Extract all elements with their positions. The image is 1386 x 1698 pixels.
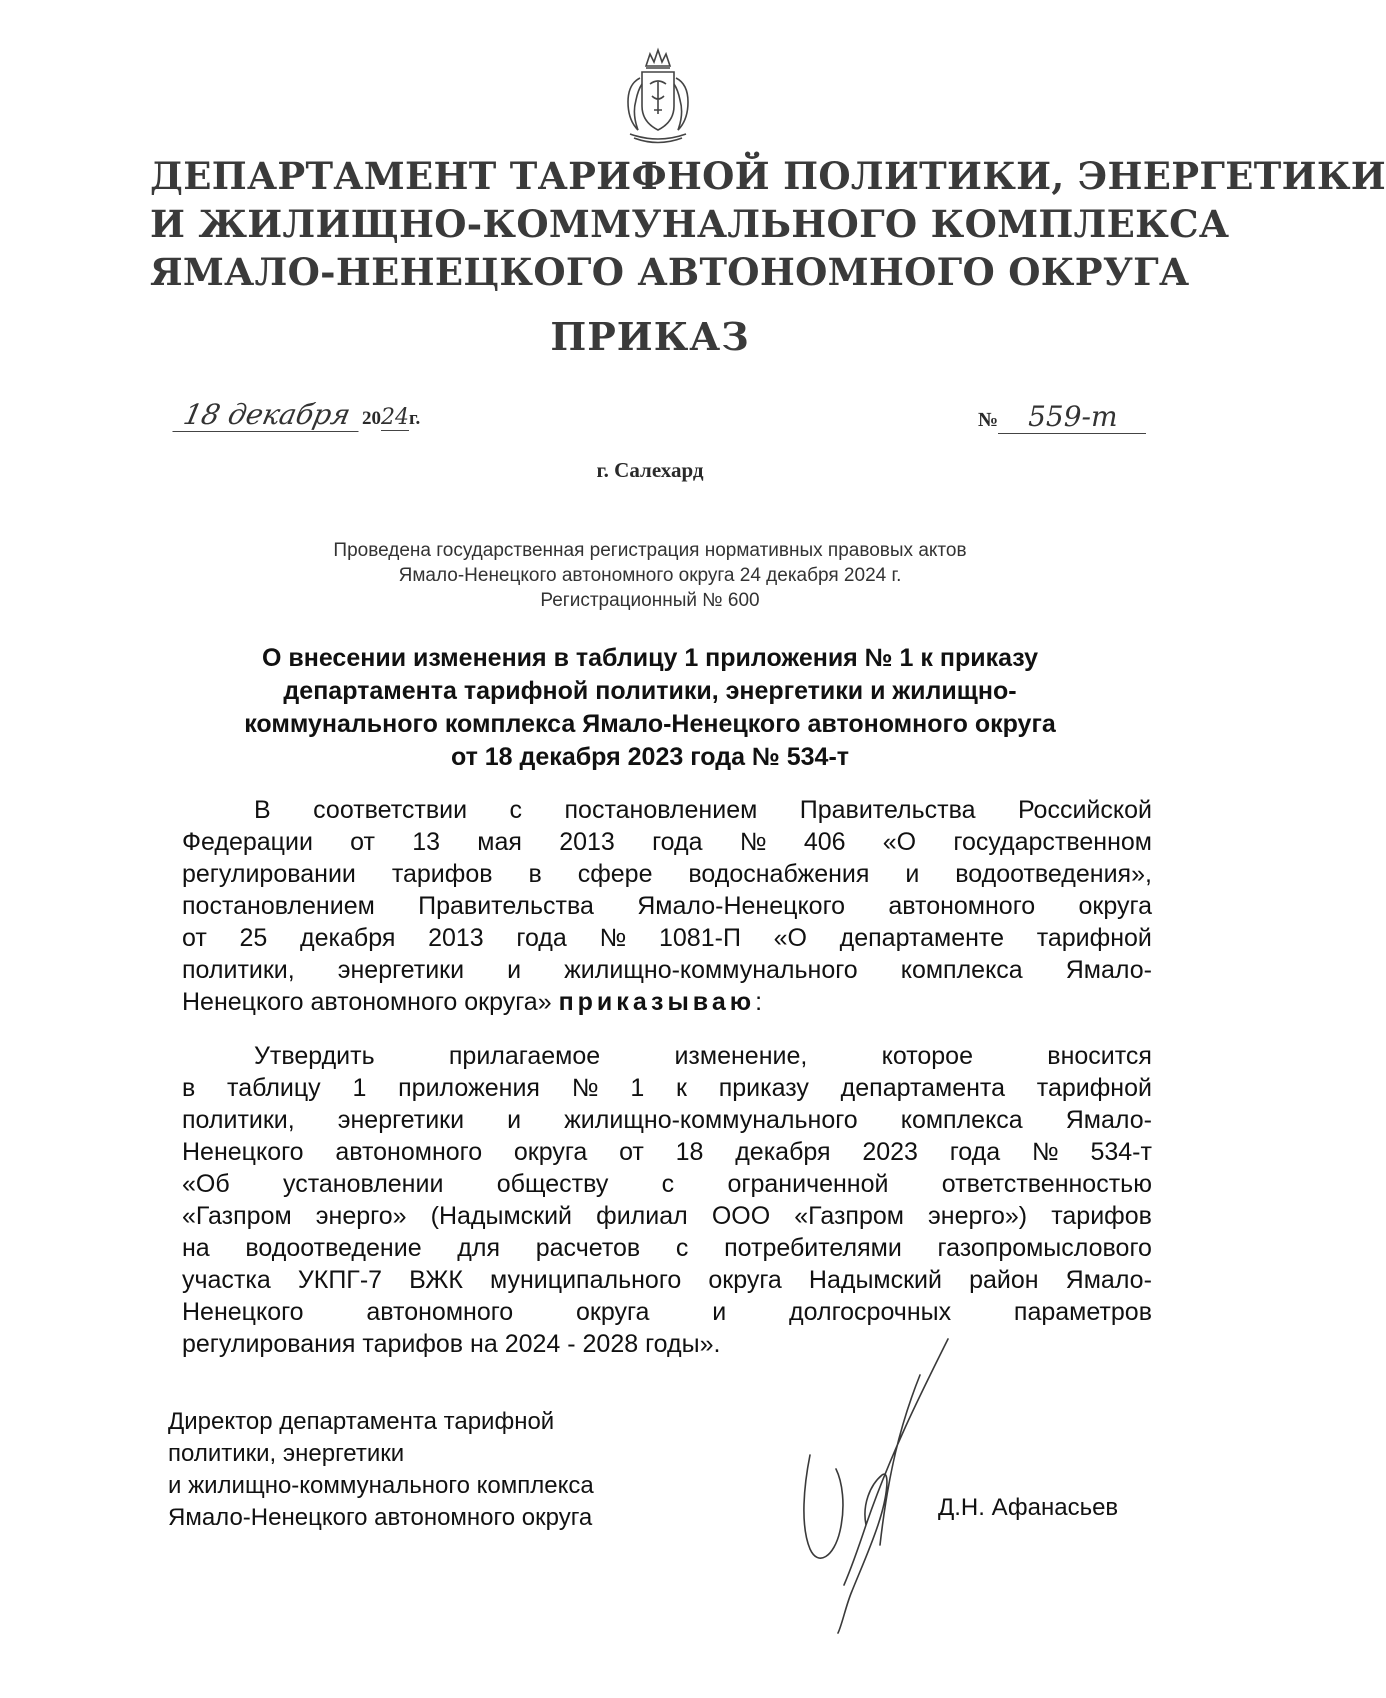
word: 1	[352, 1074, 367, 1102]
number-value: 559-т	[998, 400, 1146, 434]
word: автономного	[888, 892, 1036, 920]
document-title	[150, 642, 1150, 774]
word: от	[619, 1138, 644, 1166]
preamble-line	[182, 794, 1152, 826]
preamble-line	[182, 858, 1152, 890]
word: тарифов	[1051, 1202, 1152, 1230]
word: округа	[1078, 892, 1152, 920]
word: тарифов	[391, 860, 493, 888]
word: таблицу	[227, 1074, 321, 1102]
word: к	[676, 1074, 687, 1102]
word: энерго»)	[928, 1202, 1028, 1230]
handwritten-signature	[770, 1335, 970, 1635]
date-year-suffix: 24	[381, 405, 409, 430]
word: на	[182, 1234, 210, 1262]
word: Ямало-	[1065, 1106, 1152, 1134]
order-line	[182, 1072, 1152, 1104]
word: филиал	[596, 1202, 688, 1230]
word: года	[652, 828, 703, 856]
word: тарифной	[1036, 924, 1152, 952]
word: с	[509, 796, 523, 824]
word: приказу	[718, 1074, 809, 1102]
word: и	[712, 1298, 727, 1326]
word: Ненецкого	[182, 1138, 304, 1166]
word: прилагаемое	[448, 1042, 601, 1070]
word: соответствии	[313, 796, 468, 824]
preamble-line	[182, 826, 1152, 858]
word: параметров	[1013, 1298, 1152, 1326]
word: которое	[881, 1042, 973, 1070]
title-line-4: от 18 декабря 2023 года № 534-т	[450, 743, 850, 771]
word: расчетов	[535, 1234, 641, 1262]
word: изменение,	[674, 1042, 808, 1070]
document-type: ПРИКАЗ	[550, 314, 750, 359]
word: и	[507, 956, 522, 984]
number-label: №	[978, 409, 999, 431]
word: политики,	[182, 1106, 295, 1134]
preamble-line	[182, 954, 1152, 986]
word: долгосрочных	[789, 1298, 952, 1326]
word: «О	[882, 828, 917, 856]
registration-note	[150, 538, 1150, 613]
signer-name: Д.Н. Афанасьев	[938, 1494, 1119, 1521]
word: газопромыслового	[937, 1234, 1152, 1262]
word: 25	[239, 924, 268, 952]
order-line	[182, 1136, 1152, 1168]
word: и	[905, 860, 920, 888]
word: Российской	[1017, 796, 1152, 824]
department-name-line-3: ЯМАЛО-НЕНЕЦКОГО АВТОНОМНОГО ОКРУГА	[150, 250, 1190, 294]
word: регулировании	[182, 860, 356, 888]
title-line-3: коммунального комплекса Ямало-Ненецкого автономного округа	[244, 710, 1056, 738]
order-line	[182, 1232, 1152, 1264]
word: декабря	[735, 1138, 831, 1166]
word: энерго»	[315, 1202, 407, 1230]
word: от	[182, 924, 207, 952]
order-paragraph	[182, 1040, 1152, 1360]
word: автономного	[366, 1298, 514, 1326]
word: обществу	[496, 1170, 609, 1198]
word: «Газпром	[794, 1202, 904, 1230]
word: округа	[576, 1298, 650, 1326]
word: Федерации	[182, 828, 313, 856]
word: энергетики	[337, 1106, 465, 1134]
word: декабря	[300, 924, 396, 952]
word: комплекса	[900, 956, 1023, 984]
word: департаменте	[839, 924, 1004, 952]
word: ответственностью	[941, 1170, 1152, 1198]
word: потребителями	[724, 1234, 902, 1262]
date-year-mark: г.	[409, 408, 421, 429]
order-line	[182, 1296, 1152, 1328]
word: автономного	[335, 1138, 483, 1166]
word: приложения	[398, 1074, 540, 1102]
signer-position-line-3: и жилищно-коммунального комплекса	[168, 1472, 594, 1499]
word: (Надымский	[430, 1202, 573, 1230]
word: сфере	[577, 860, 653, 888]
title-line-2: департамента тарифной политики, энергетики и жилищно-	[283, 677, 1017, 705]
word: водоснабжения	[688, 860, 870, 888]
word: №	[599, 924, 627, 952]
word: УКПГ-7	[297, 1266, 383, 1294]
word: Ямало-	[1065, 1266, 1152, 1294]
word: с	[661, 1170, 675, 1198]
preamble-line	[182, 922, 1152, 954]
department-header	[150, 152, 1386, 296]
word: 13	[412, 828, 441, 856]
word: в	[182, 1074, 196, 1102]
word: водоотведения»,	[955, 860, 1152, 888]
signer-position-line-2: политики, энергетики	[168, 1440, 405, 1467]
order-line	[182, 1040, 1152, 1072]
word: с	[675, 1234, 689, 1262]
signer-position	[168, 1406, 594, 1534]
word: Правительства	[799, 796, 976, 824]
word: 534-т	[1090, 1138, 1152, 1166]
word: энергетики	[337, 956, 465, 984]
registration-line-2: Ямало-Ненецкого автономного округа 24 декабря 2024 г.	[398, 565, 902, 586]
date-day-month: 18 декабря	[172, 398, 365, 432]
word: Ямало-Ненецкого	[637, 892, 846, 920]
word: 2023	[862, 1138, 918, 1166]
signer-position-line-4: Ямало-Ненецкого автономного округа	[168, 1504, 593, 1531]
order-line	[182, 1168, 1152, 1200]
word: постановлением	[182, 892, 375, 920]
order-line	[182, 1264, 1152, 1296]
word: департамента	[840, 1074, 1006, 1102]
document-date	[176, 398, 420, 438]
word: ограниченной	[727, 1170, 889, 1198]
word: «Об	[182, 1170, 230, 1198]
word: Ямало-	[1065, 956, 1152, 984]
word: 2013	[559, 828, 615, 856]
signer-position-line-1: Директор департамента тарифной	[168, 1408, 555, 1435]
department-name-line-2: И ЖИЛИЩНО-КОММУНАЛЬНОГО КОМПЛЕКСА	[150, 202, 1230, 246]
word: политики,	[182, 956, 295, 984]
document-city: г. Салехард	[596, 458, 704, 482]
word: ООО	[711, 1202, 771, 1230]
preamble-line	[182, 890, 1152, 922]
word: Ненецкого	[182, 1298, 304, 1326]
word: постановлением	[564, 796, 758, 824]
word: Правительства	[418, 892, 594, 920]
word: государственном	[953, 828, 1152, 856]
word: и	[507, 1106, 522, 1134]
word: «О	[773, 924, 807, 952]
word: комплекса	[900, 1106, 1023, 1134]
department-name-line-1: ДЕПАРТАМЕНТ ТАРИФНОЙ ПОЛИТИКИ, ЭНЕРГЕТИКИ	[150, 154, 1386, 198]
word: округа	[513, 1138, 588, 1166]
order-last-line: регулирования тарифов на 2024 - 2028 годы».	[182, 1330, 721, 1358]
word: район	[969, 1266, 1039, 1294]
word: «Газпром	[182, 1202, 292, 1230]
word: от	[350, 828, 375, 856]
word: ВЖК	[409, 1266, 463, 1294]
date-year-prefix: 20	[362, 408, 381, 429]
word: округа	[708, 1266, 782, 1294]
word: №	[739, 828, 767, 856]
word: Надымский	[808, 1266, 942, 1294]
word: 1	[630, 1074, 645, 1102]
word: В	[254, 796, 271, 824]
document-number	[978, 400, 1146, 434]
title-line-1: О внесении изменения в таблицу 1 приложения № 1 к приказу	[261, 644, 1039, 672]
word: мая	[477, 828, 522, 856]
word: водоотведение	[245, 1234, 422, 1262]
order-word: приказываю	[558, 988, 756, 1016]
word: Утвердить	[254, 1042, 375, 1070]
order-line	[182, 1104, 1152, 1136]
preamble-last-text: Ненецкого автономного округа»	[182, 988, 559, 1016]
coat-of-arms-emblem	[620, 44, 696, 148]
word: муниципального	[490, 1266, 682, 1294]
word: №	[571, 1074, 599, 1102]
word: №	[1031, 1138, 1059, 1166]
word: вносится	[1047, 1042, 1152, 1070]
word: года	[516, 924, 567, 952]
word: 1081-П	[659, 924, 741, 952]
word: 406	[803, 828, 846, 856]
word: в	[528, 860, 542, 888]
word: жилищно-коммунального	[564, 1106, 858, 1134]
word: тарифной	[1036, 1074, 1152, 1102]
word: года	[949, 1138, 1001, 1166]
word: жилищно-коммунального	[564, 956, 858, 984]
registration-line-1: Проведена государственная регистрация нормативных правовых актов	[333, 540, 967, 561]
order-line	[182, 1200, 1152, 1232]
word: для	[457, 1234, 501, 1262]
preamble-paragraph	[182, 794, 1152, 1018]
registration-line-3: Регистрационный № 600	[540, 590, 760, 611]
word: 18	[675, 1138, 704, 1166]
word: участка	[182, 1266, 271, 1294]
preamble-last-line	[182, 986, 1152, 1018]
word: установлении	[282, 1170, 444, 1198]
word: 2013	[428, 924, 484, 952]
order-colon: :	[755, 988, 763, 1016]
